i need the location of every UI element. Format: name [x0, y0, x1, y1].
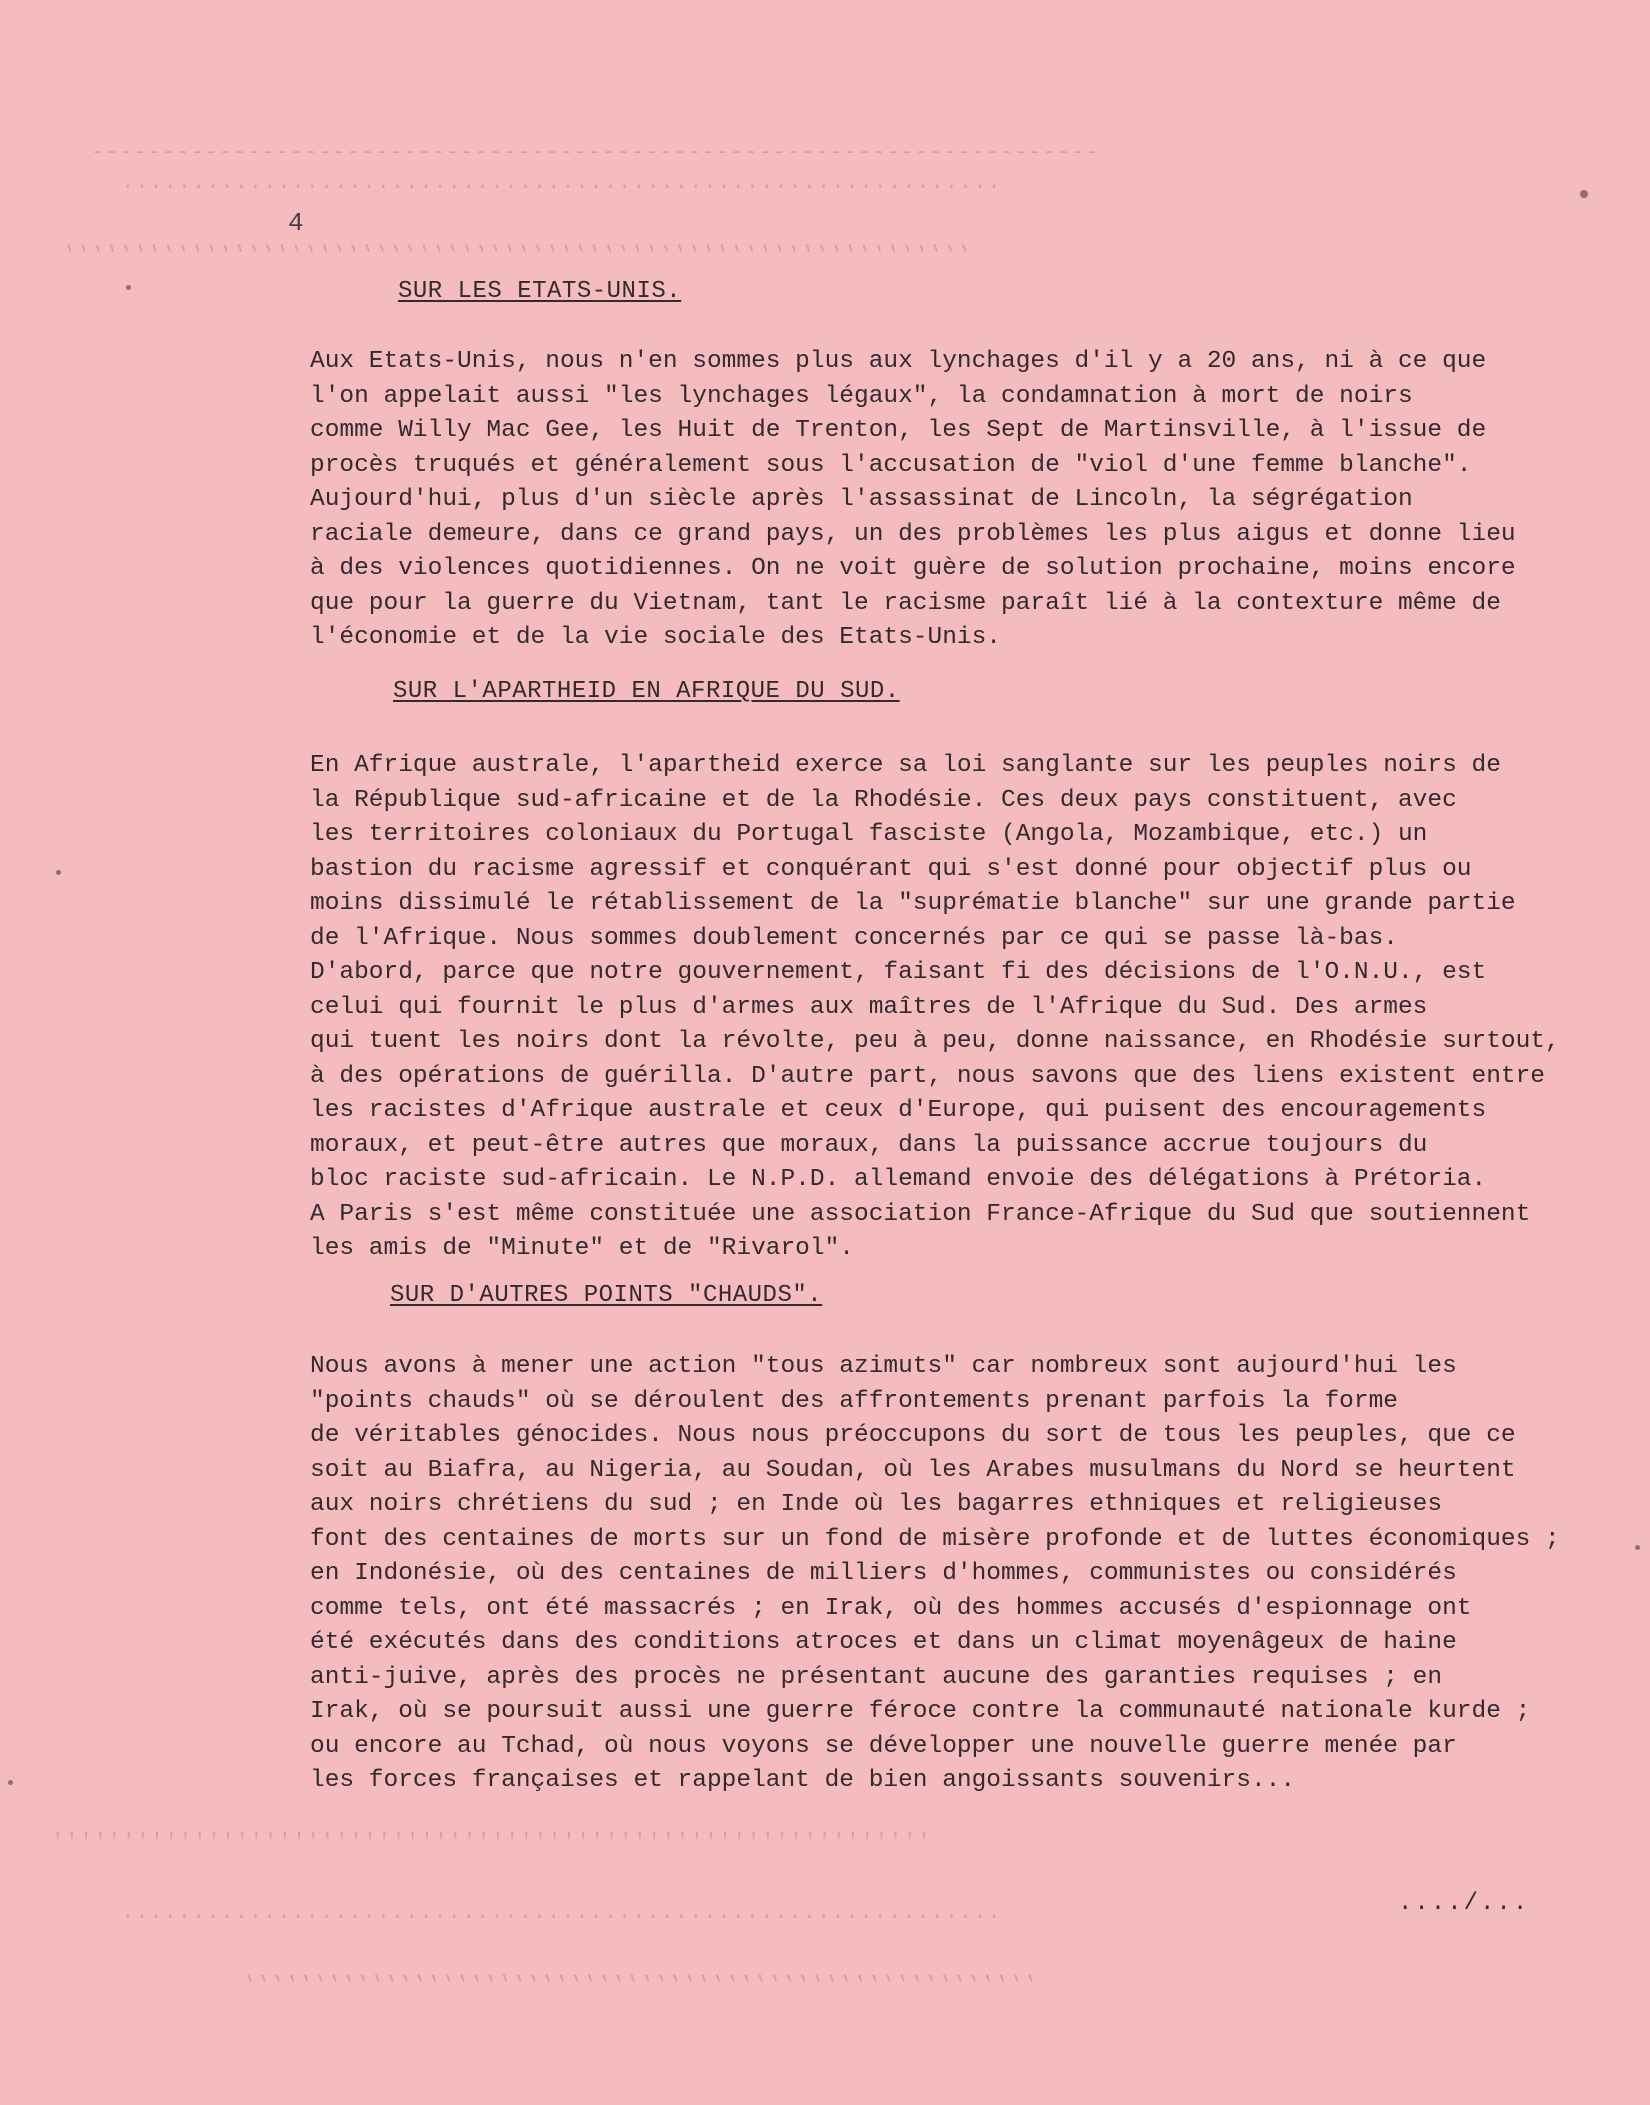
paragraph-line: les racistes d'Afrique australe et ceux d'Europe, qui puisent des encouragements: [310, 1097, 1487, 1124]
paragraph-line: Nous avons à mener une action "tous azimuts" car nombreux sont aujourd'hui les: [310, 1353, 1457, 1380]
paragraph-etats-unis: [310, 345, 1516, 656]
paragraph-line: anti-juive, après des procès ne présentant aucune des garanties requises ; en: [310, 1663, 1443, 1691]
paragraph-apartheid: [310, 749, 1560, 1267]
ink-speck: [1635, 1545, 1640, 1550]
continuation-mark: ..../...: [1398, 1890, 1530, 1917]
paragraph-line: bloc raciste sud-africain. Le N.P.D. allemand envoie des délégations à Prétoria.: [310, 1166, 1487, 1193]
paragraph-line: raciale demeure, dans ce grand pays, un des problèmes les plus aigus et donne lieu: [310, 520, 1516, 548]
paragraph-line: "points chauds" où se déroulent des affrontements prenant parfois la forme: [310, 1387, 1398, 1415]
paragraph-line: de véritables génocides. Nous nous préoccupons du sort de tous les peuples, que ce: [310, 1422, 1516, 1449]
paragraph-line: la République sud-africaine et de la Rhodésie. Ces deux pays constituent, avec: [310, 786, 1457, 814]
paragraph-line: moins dissimulé le rétablissement de la "suprématie blanche" sur une grande partie: [310, 890, 1516, 917]
paragraph-line: Aux Etats-Unis, nous n'en sommes plus aux lynchages d'il y a 20 ans, ni à ce que: [310, 348, 1487, 375]
paragraph-line: Irak, où se poursuit aussi une guerre féroce contre la communauté nationale kurde ;: [310, 1698, 1531, 1725]
paragraph-line: qui tuent les noirs dont la révolte, peu à peu, donne naissance, en Rhodésie surtout,: [310, 1028, 1560, 1055]
paragraph-line: à des violences quotidiennes. On ne voit guère de solution prochaine, moins encore: [310, 555, 1516, 582]
section-heading-apartheid: SUR L'APARTHEID EN AFRIQUE DU SUD.: [393, 678, 900, 705]
ink-speck: [126, 285, 131, 290]
paragraph-line: de l'Afrique. Nous sommes doublement concernés par ce qui se passe là-bas.: [310, 924, 1398, 952]
paragraph-line: à des opérations de guérilla. D'autre part, nous savons que des liens existent entre: [310, 1062, 1546, 1090]
paragraph-line: font des centaines de morts sur un fond de misère profonde et de luttes économiques ;: [310, 1525, 1560, 1553]
paragraph-line: moraux, et peut-être autres que moraux, dans la puissance accrue toujours du: [310, 1131, 1428, 1159]
page-number: 4: [288, 208, 304, 238]
bleed-through-text: ..............................................................: [120, 170, 1001, 195]
paragraph-line: comme tels, ont été massacrés ; en Irak, où des hommes accusés d'espionnage ont: [310, 1594, 1472, 1622]
paragraph-line: D'abord, parce que notre gouvernement, faisant fi des décisions de l'O.N.U., est: [310, 959, 1487, 986]
ink-speck: [1580, 190, 1588, 198]
section-heading-etats-unis: SUR LES ETATS-UNIS.: [398, 278, 682, 305]
paragraph-line: procès truqués et généralement sous l'accusation de "viol d'une femme blanche".: [310, 451, 1472, 479]
paragraph-line: comme Willy Mac Gee, les Huit de Trenton, les Sept de Martinsville, à l'issue de: [310, 417, 1487, 444]
bleed-through-text: ,,,,,,,,,,,,,,,,,,,,,,,,,,,,,,,,,,,,,,,,,,,,,,,,,,,,,,,,,,,,,,,,: [60, 230, 969, 255]
paragraph-line: été exécutés dans des conditions atroces et dans un climat moyenâgeux de haine: [310, 1629, 1457, 1656]
bleed-through-text: -----------------------------------------------------------------------: [90, 140, 1099, 165]
paragraph-line: que pour la guerre du Vietnam, tant le racisme paraît lié à la contexture même de: [310, 589, 1501, 617]
paragraph-line: l'on appelait aussi "les lynchages légaux", la condamnation à mort de noirs: [310, 382, 1413, 410]
paragraph-line: bastion du racisme agressif et conquérant qui s'est donné pour objectif plus ou: [310, 855, 1472, 883]
paragraph-line: celui qui fournit le plus d'armes aux maîtres de l'Afrique du Sud. Des armes: [310, 993, 1428, 1021]
paragraph-line: les territoires coloniaux du Portugal fasciste (Angola, Mozambique, etc.) un: [310, 821, 1428, 848]
paragraph-line: l'économie et de la vie sociale des Etats-Unis.: [310, 624, 1002, 651]
paragraph-line: soit au Biafra, au Nigeria, au Soudan, où les Arabes musulmans du Nord se heurtent: [310, 1456, 1516, 1484]
paragraph-line: En Afrique australe, l'apartheid exerce sa loi sanglante sur les peuples noirs de: [310, 752, 1501, 779]
paragraph-line: en Indonésie, où des centaines de milliers d'hommes, communistes ou considérés: [310, 1560, 1457, 1587]
ink-speck: [8, 1780, 13, 1785]
paragraph-line: les amis de "Minute" et de "Rivarol".: [310, 1235, 854, 1262]
paragraph-line: aux noirs chrétiens du sud ; en Inde où les bagarres ethniques et religieuses: [310, 1491, 1443, 1518]
section-heading-points-chauds: SUR D'AUTRES POINTS "CHAUDS".: [390, 1282, 823, 1309]
paragraph-line: Aujourd'hui, plus d'un siècle après l'assassinat de Lincoln, la ségrégation: [310, 486, 1413, 513]
bleed-through-text: '''''''''''''''''''''''''''''''''''''''''''''''''''''''''''''': [50, 1830, 931, 1855]
ink-speck: [56, 870, 61, 875]
bleed-through-text: ..............................................................: [120, 1900, 1001, 1925]
bleed-through-text: ,,,,,,,,,,,,,,,,,,,,,,,,,,,,,,,,,,,,,,,,,,,,,,,,,,,,,,,,: [240, 1960, 1036, 1985]
paragraph-points-chauds: [310, 1350, 1560, 1799]
paragraph-line: A Paris s'est même constituée une association France-Afrique du Sud que soutiennent: [310, 1200, 1531, 1228]
paragraph-line: les forces françaises et rappelant de bien angoissants souvenirs...: [310, 1767, 1296, 1794]
paragraph-line: ou encore au Tchad, où nous voyons se développer une nouvelle guerre menée par: [310, 1732, 1457, 1760]
